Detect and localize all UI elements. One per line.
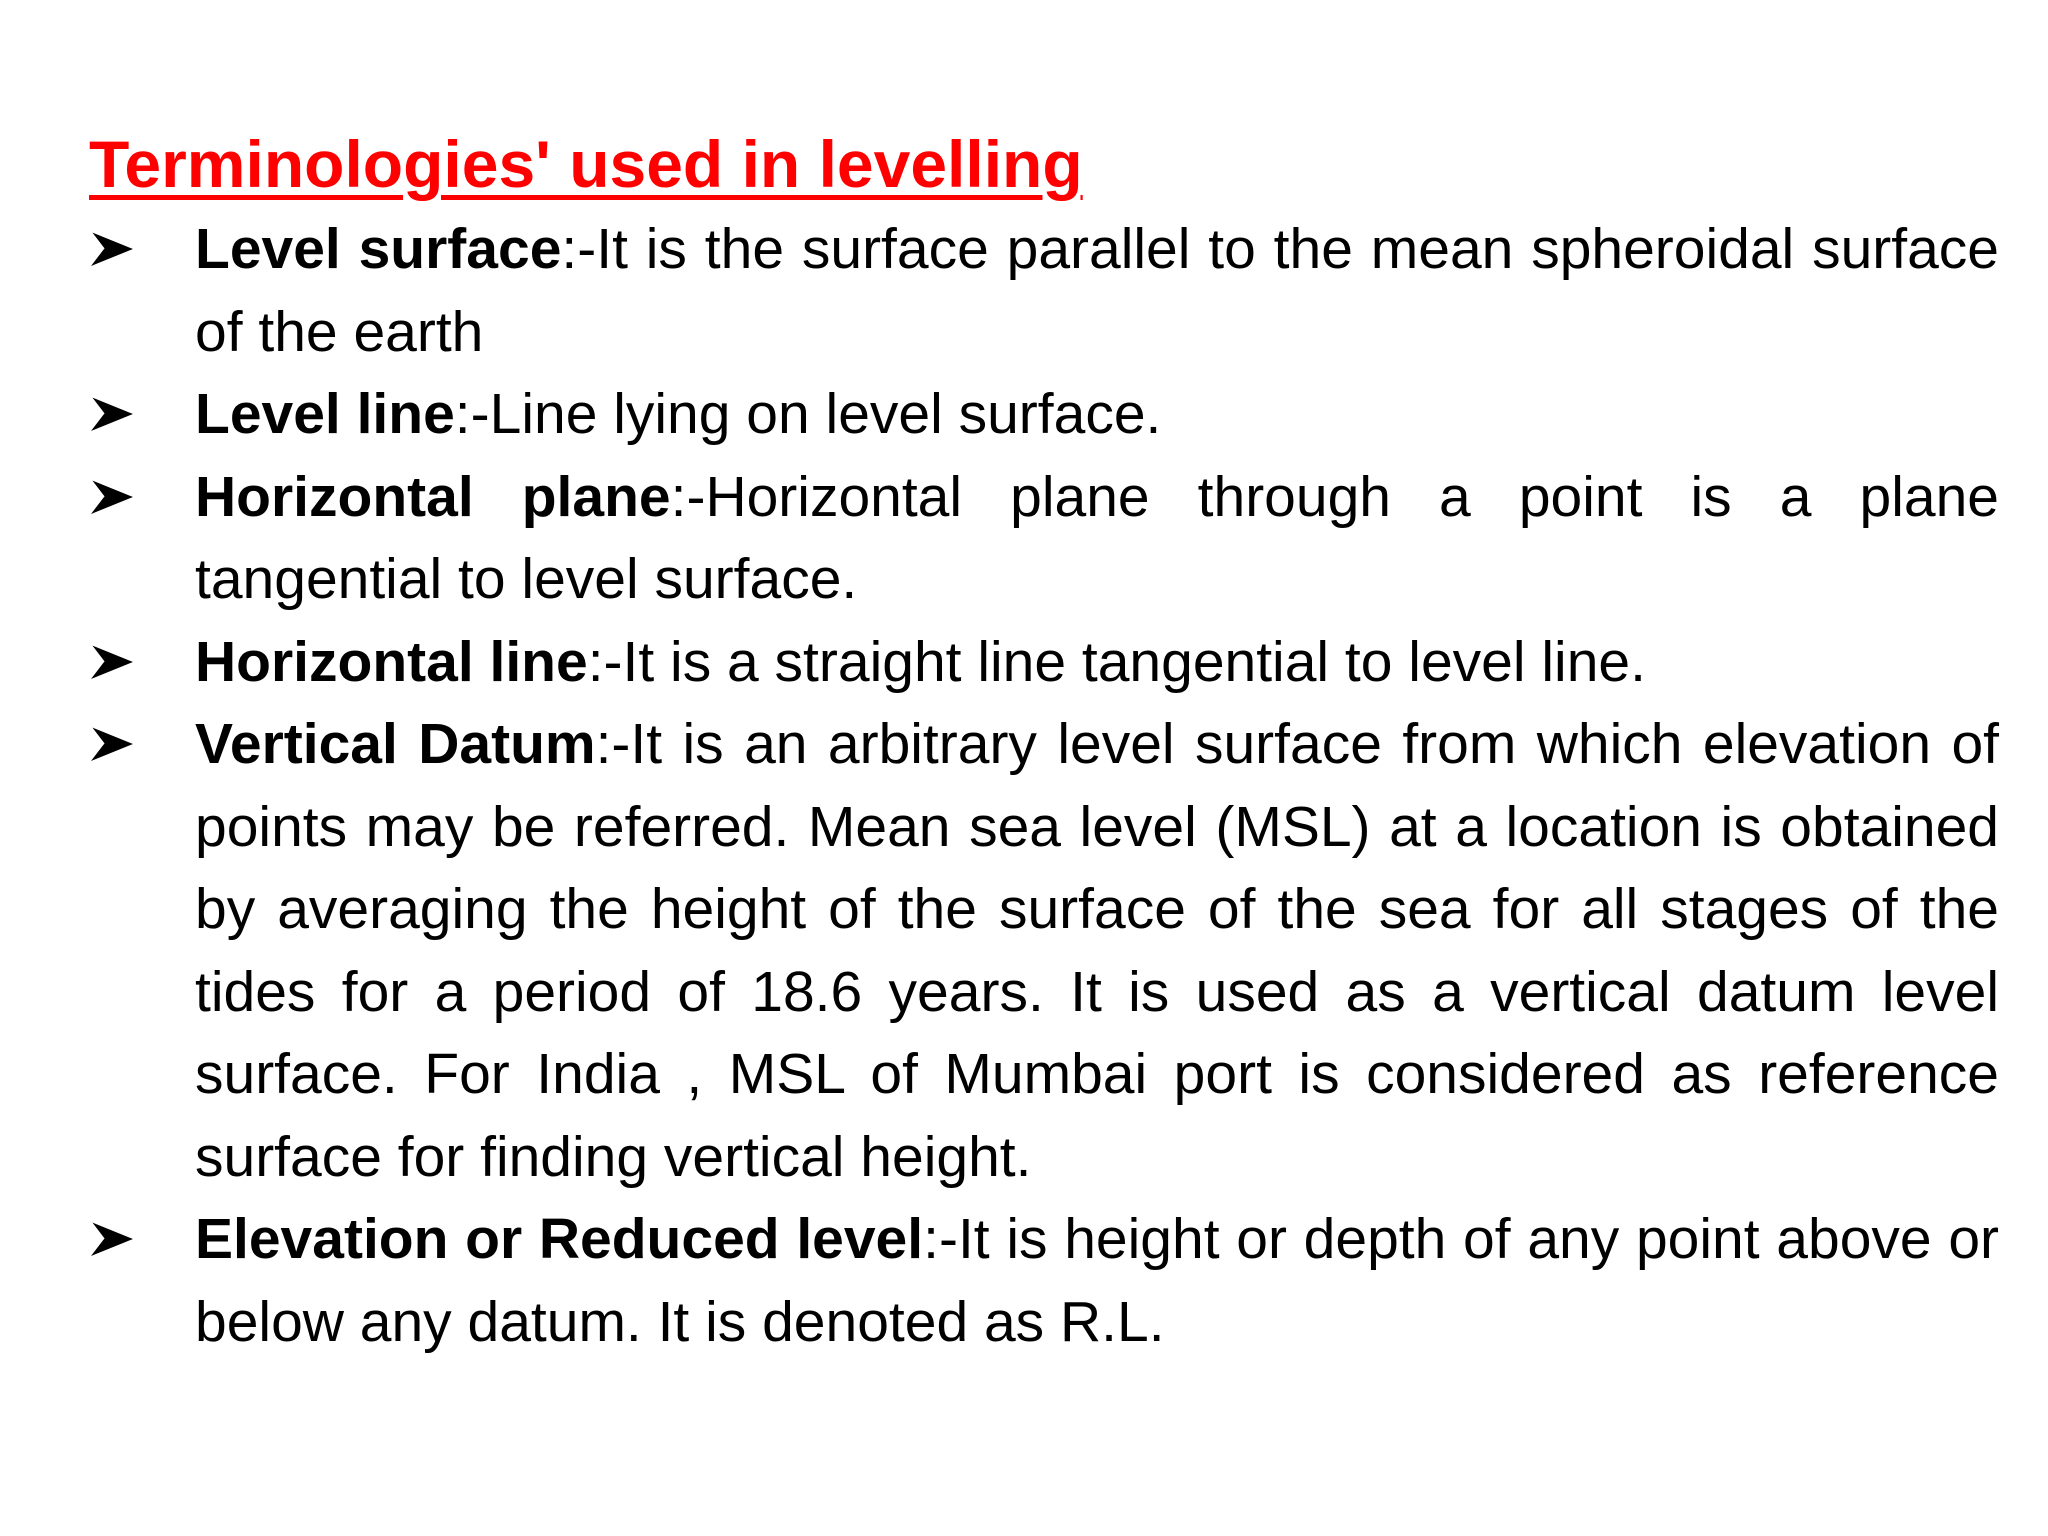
arrowhead-bullet-icon — [89, 208, 161, 291]
term-definition: It is an arbitrary level surface from which elevation of points may be referred. Mean sea level (MSL) at a location is obtained by averaging the height of the surface of the sea for all stages of the tides for a period of 18.6 years. It is used as a vertical datum level surface. For India , MSL of Mumbai port is considered as reference surface for finding vertical height. — [195, 712, 1999, 1189]
term-separator: :- — [595, 712, 631, 776]
term-name: Vertical Datum — [195, 712, 596, 776]
term-definition: It is the surface parallel to the mean spheroidal surface of the earth — [195, 217, 1999, 364]
term-name: Horizontal line — [195, 629, 588, 694]
term-name: Level line — [195, 382, 455, 446]
term-item-vertical-datum — [89, 703, 1999, 1198]
term-item-elevation-reduced-level — [89, 1198, 1999, 1363]
term-separator: :- — [923, 1207, 958, 1271]
term-separator: :- — [454, 382, 490, 446]
arrowhead-bullet-icon — [89, 1198, 161, 1281]
arrowhead-bullet-icon — [89, 373, 161, 456]
arrowhead-bullet-icon — [89, 456, 161, 539]
arrowhead-bullet-icon — [89, 703, 161, 786]
term-separator: :- — [670, 464, 706, 529]
term-item-level-surface — [89, 208, 1999, 373]
term-definition: It is a straight line tangential to level line. — [622, 629, 1646, 694]
term-definition: Line lying on level surface. — [489, 382, 1162, 446]
term-separator: :- — [561, 217, 597, 281]
term-separator: :- — [587, 629, 623, 694]
terminology-list — [89, 208, 1999, 1363]
slide-title: Terminologies' used in levelling — [89, 127, 1083, 201]
term-name: Level surface — [195, 217, 562, 281]
term-item-horizontal-line — [89, 621, 1999, 704]
arrowhead-bullet-icon — [89, 621, 161, 704]
term-item-level-line — [89, 373, 1999, 456]
term-item-horizontal-plane — [89, 456, 1999, 621]
term-definition: Horizontal plane through a point is a plane tangential to level surface. — [195, 464, 1999, 611]
term-name: Elevation or Reduced level — [195, 1207, 924, 1271]
term-definition: It is height or depth of any point above or below any datum. It is denoted as R.L. — [195, 1207, 2000, 1354]
term-name: Horizontal plane — [195, 464, 671, 529]
